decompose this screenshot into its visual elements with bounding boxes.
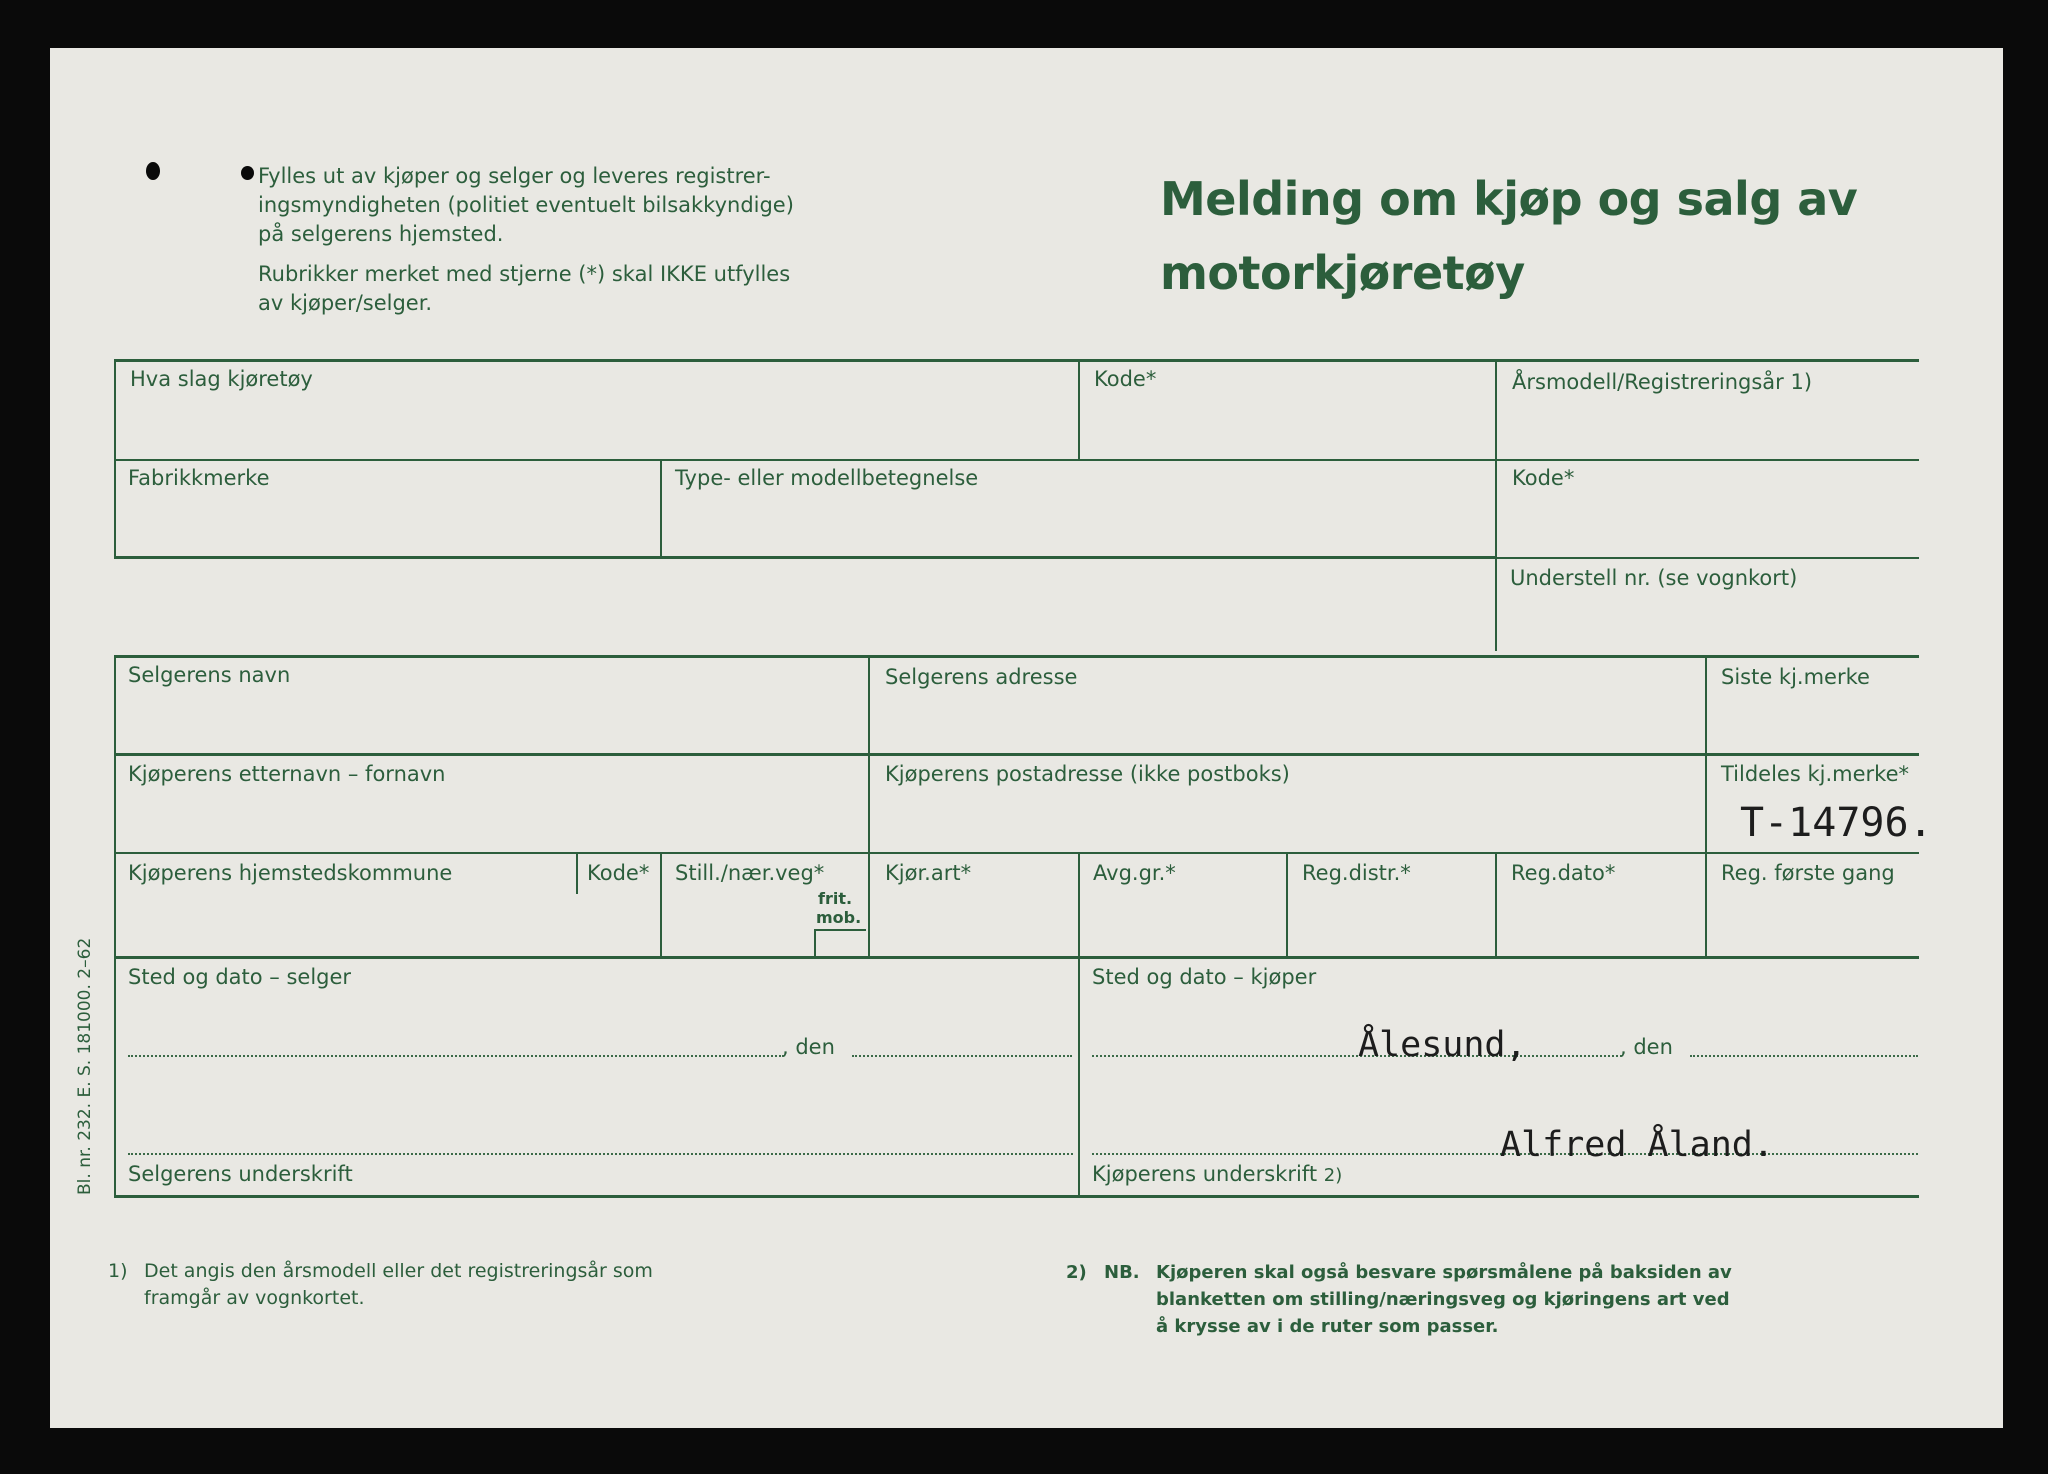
buyer-signature-label-text: Kjøperens underskrift — [1092, 1162, 1318, 1186]
rule — [660, 459, 662, 557]
vehicle-kind-label: Hva slag kjøretøy — [130, 367, 313, 391]
buyer-signature-sup: 2) — [1323, 1165, 1343, 1186]
checkbox-rule — [814, 930, 816, 956]
seller-place-label: Sted og dato – selger — [128, 965, 352, 989]
assigned-plate-value: T-14796. — [1740, 800, 1933, 846]
seller-signature-label: Selgerens underskrift — [128, 1162, 353, 1186]
footnote-2-line: å krysse av i de ruter som passer. — [1156, 1316, 1499, 1337]
title-line: Melding om kjøp og salg av — [1160, 172, 1858, 226]
buyer-place-label: Sted og dato – kjøper — [1092, 965, 1317, 989]
form-number-side-text: Bl. nr. 232. E. S. 181000. 2–62 — [75, 937, 95, 1195]
intro-line: ingsmyndigheten (politiet eventuelt bilsakkyndige) — [258, 193, 794, 217]
checkbox-rule — [814, 929, 866, 931]
seller-signature-line — [128, 1153, 1073, 1155]
rule — [114, 852, 1919, 854]
punch-hole — [241, 166, 254, 180]
rule — [576, 852, 578, 894]
rule — [868, 655, 870, 853]
rule — [114, 556, 1496, 559]
title-line: motorkjøretøy — [1160, 246, 1525, 300]
model-year-label: Årsmodell/Registreringsår 1) — [1512, 370, 1813, 394]
rule — [114, 359, 1919, 362]
rule — [1078, 956, 1080, 1197]
rule — [1496, 557, 1919, 559]
seller-place-line — [128, 1055, 784, 1057]
footnote-2-line: Kjøperen skal også besvare spørsmålene på baksiden av — [1156, 1262, 1732, 1283]
assigned-plate-label: Tildeles kj.merke* — [1721, 762, 1909, 786]
first-reg-label: Reg. første gang — [1721, 861, 1895, 885]
footnote-2-nb: NB. — [1104, 1262, 1140, 1283]
mob-label: mob. — [816, 908, 862, 927]
buyer-address-label: Kjøperens postadresse (ikke postboks) — [885, 762, 1290, 786]
drive-type-label: Kjør.art* — [885, 861, 972, 885]
footnote-2-marker: 2) — [1066, 1262, 1087, 1283]
seller-address-label: Selgerens adresse — [885, 665, 1078, 689]
rule — [1078, 852, 1080, 956]
punch-hole — [146, 162, 160, 180]
reg-district-label: Reg.distr.* — [1302, 861, 1411, 885]
seller-date-line — [852, 1055, 1072, 1057]
buyer-date-line — [1690, 1055, 1918, 1057]
reg-date-label: Reg.dato* — [1511, 861, 1616, 885]
rule — [1495, 359, 1497, 651]
rule — [660, 852, 662, 956]
intro-line: av kjøper/selger. — [258, 291, 433, 315]
municipality-label: Kjøperens hjemstedskommune — [128, 861, 453, 885]
intro-text — [258, 162, 794, 318]
buyer-place-value: Ålesund, — [1358, 1025, 1527, 1065]
intro-line: på selgerens hjemsted. — [258, 222, 504, 246]
footnote-2 — [1066, 1259, 1732, 1340]
rule — [114, 1195, 1919, 1198]
occupation-label: Still./nær.veg* — [675, 861, 825, 885]
footnote-2-line: blanketten om stilling/næringsveg og kjøringens art ved — [1156, 1289, 1730, 1310]
rule — [114, 655, 1919, 658]
buyer-den-label: , den — [1620, 1035, 1673, 1059]
rule — [114, 459, 1919, 461]
seller-name-label: Selgerens navn — [128, 663, 291, 687]
buyer-signature-value: Alfred Åland. — [1500, 1125, 1774, 1165]
buyer-place-line — [1092, 1055, 1622, 1057]
rule — [1495, 852, 1497, 956]
buyer-name-label: Kjøperens etternavn – fornavn — [128, 762, 446, 786]
rule — [114, 655, 116, 1197]
buyer-signature-label — [1092, 1162, 1342, 1186]
rule — [114, 956, 1919, 959]
rule — [1705, 655, 1707, 956]
intro-line: Rubrikker merket med stjerne (*) skal IKKE utfylles — [258, 262, 791, 286]
model-type-label: Type- eller modellbetegnelse — [675, 466, 979, 490]
form-title — [1160, 162, 1857, 310]
model-code-label: Kode* — [1512, 466, 1575, 490]
vehicle-code-label: Kode* — [1094, 367, 1157, 391]
intro-line: Fylles ut av kjøper og selger og leveres registrer- — [258, 164, 771, 188]
rule — [114, 753, 1919, 756]
footnote-1-line: Det angis den årsmodell eller det registreringsår som — [144, 1260, 653, 1282]
footnote-1-marker: 1) — [108, 1260, 128, 1282]
frit-label: frit. — [818, 889, 853, 908]
rule — [114, 359, 116, 558]
footnote-1-line: framgår av vognkortet. — [144, 1287, 365, 1309]
rule — [868, 852, 870, 956]
make-label: Fabrikkmerke — [128, 466, 270, 490]
rule — [1078, 359, 1080, 459]
seller-den-label: , den — [782, 1035, 835, 1059]
footnote-1 — [108, 1258, 653, 1312]
municipality-code-label: Kode* — [587, 861, 650, 885]
fee-group-label: Avg.gr.* — [1093, 861, 1176, 885]
chassis-number-label: Understell nr. (se vognkort) — [1510, 566, 1798, 590]
rule — [1286, 852, 1288, 956]
last-plate-label: Siste kj.merke — [1721, 665, 1870, 689]
